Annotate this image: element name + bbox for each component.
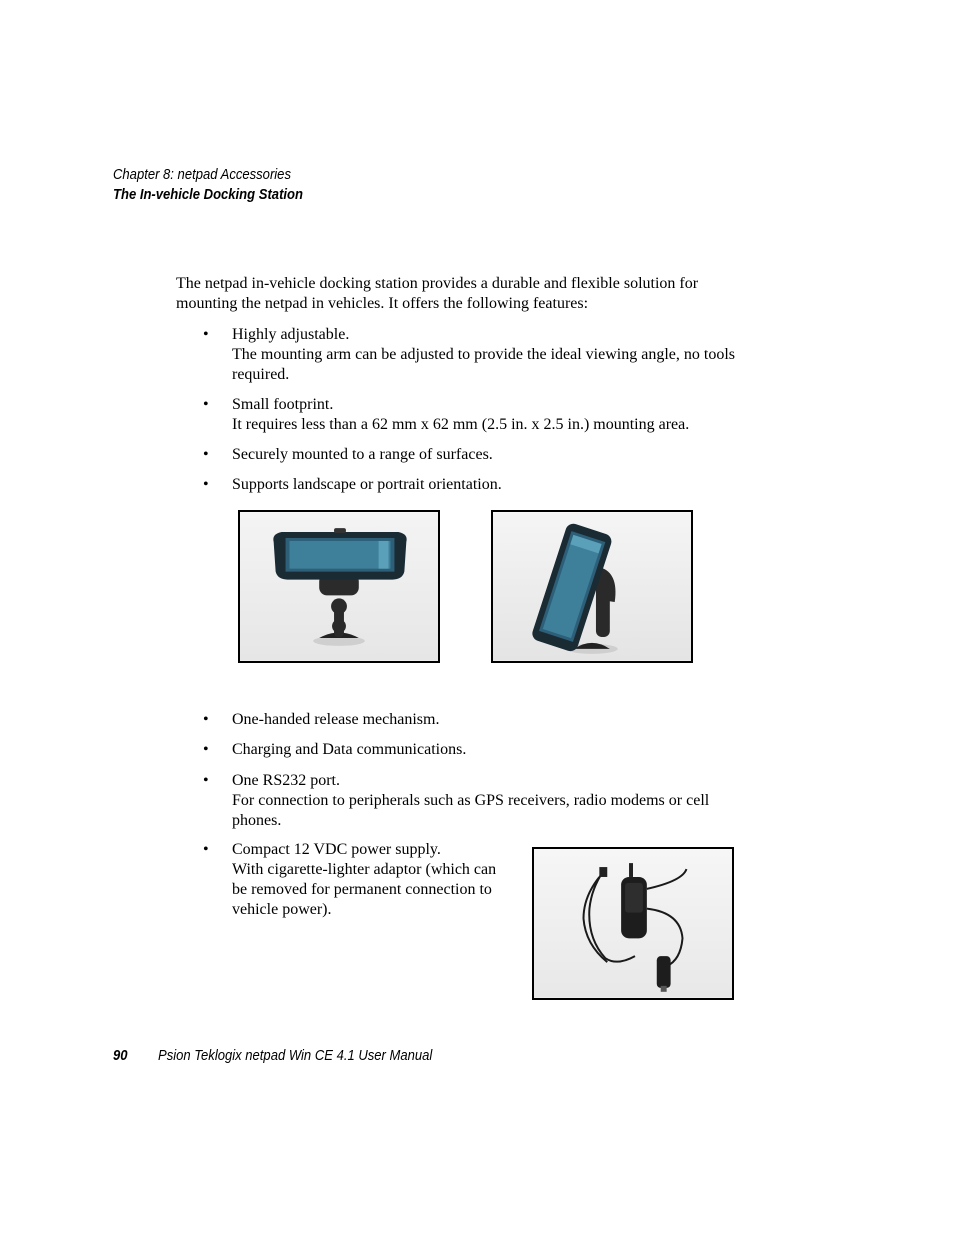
feature-detail: For connection to peripherals such as GPS receivers, radio modems or cell phones. [232,792,710,829]
feature-detail-line: With cigarette-lighter adaptor (which can [232,861,497,878]
bullet-marker: • [203,476,209,493]
feature-title: Small footprint. [232,396,334,413]
feature-title: One-handed release mechanism. [232,711,440,728]
section-heading: The In-vehicle Docking Station [113,187,303,203]
landscape-mount-illustration [240,512,438,661]
bullet-marker: • [203,711,209,728]
bullet-marker: • [203,446,209,463]
intro-paragraph: The netpad in-vehicle docking station provides a durable and flexible solution for mounting the netpad in vehicles. It offers the following features: [176,275,699,312]
feature-detail: The mounting arm can be adjusted to provide the ideal viewing angle, no tools required. [232,346,735,383]
feature-detail: It requires less than a 62 mm x 62 mm (2.5 in. x 2.5 in.) mounting area. [232,416,690,433]
page-number: 90 [113,1048,128,1064]
landscape-mount-photo [238,510,440,663]
feature-title: Highly adjustable. [232,326,350,343]
feature-title: Charging and Data communications. [232,741,467,758]
bullet-marker: • [203,326,209,343]
feature-title: One RS232 port. [232,772,340,789]
power-supply-illustration [534,849,732,998]
chapter-heading: Chapter 8: netpad Accessories [113,167,291,183]
bullet-marker: • [203,841,209,858]
feature-detail-line: be removed for permanent connection to [232,881,492,898]
bullet-marker: • [203,772,209,789]
bullet-marker: • [203,396,209,413]
power-supply-photo [532,847,734,1000]
portrait-mount-illustration [493,512,691,661]
bullet-marker: • [203,741,209,758]
portrait-mount-photo [491,510,693,663]
feature-title: Supports landscape or portrait orientation. [232,476,502,493]
manual-title: Psion Teklogix netpad Win CE 4.1 User Manual [158,1048,433,1064]
feature-detail-line: vehicle power). [232,901,332,918]
feature-title: Securely mounted to a range of surfaces. [232,446,493,463]
feature-title: Compact 12 VDC power supply. [232,841,441,858]
